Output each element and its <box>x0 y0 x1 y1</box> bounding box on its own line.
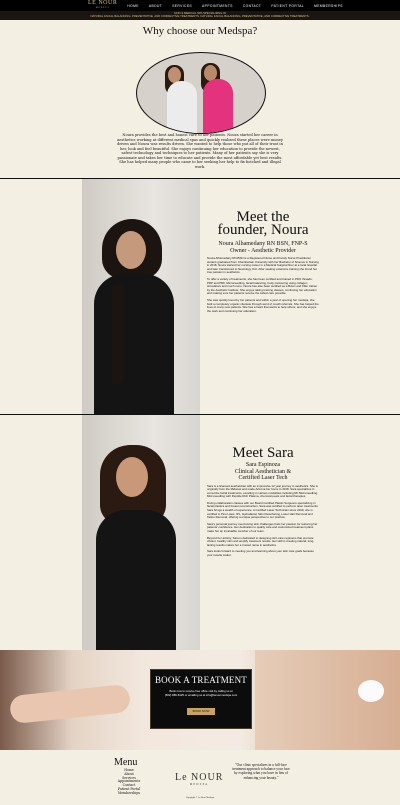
sara-name: Sara Espinoza <box>245 462 281 468</box>
sara-text <box>207 447 319 558</box>
why-paragraph: Noura provides the best and honest care to her patients. Noura started her career in aesthetics working at different medical spas and quickly realized these places were money driven and Noura was results driven. She wanted to help those who put all of their trust in her, look and feel beautiful. She enjoys continuing her education to provide the newest, safest technology and techniques to her patients. Many of her patients say she is very passionate and takes her time to educate and provide the most affordable yet best results. She has helped many people who came to her seeking her help to fix botched and illegal work. <box>117 133 283 169</box>
nav-memberships[interactable]: MEMBERSHIPS <box>314 3 343 8</box>
footer-logo-subtext: MEDSPA <box>189 783 209 786</box>
nav-appointments[interactable]: APPOINTMENTS <box>202 3 233 8</box>
logo-text: LE NOUR <box>88 0 118 6</box>
footer-logo[interactable] <box>175 772 223 786</box>
treatment-line-1: Book now to receive free office visit by calling us at <box>169 689 233 693</box>
treatment-line-2: (602) 886-6425 or emailing us at info@lenourmedspa.com <box>164 692 238 697</box>
nav-services[interactable]: SERVICES <box>172 3 193 8</box>
founders-photo <box>136 52 266 134</box>
banner-line-2: NATURAL FACIAL BALANCING, PREVENTATIVE, AND CORRECTIVE TREATMENTS. NATURAL FACIAL BALANCING, PREVENTATIVE, AND CORRECTIVE TREATMENTS. <box>90 14 310 19</box>
footer-menu-title: Menu <box>114 757 138 768</box>
footer-link-contact[interactable]: Contact <box>122 783 136 788</box>
footer-link-memberships[interactable]: Memberships <box>117 790 140 795</box>
sara-section <box>0 415 400 650</box>
founder-para-2: To offer a variety of treatments, she has been certified and trained in PDO threads, PRP and PRF, Microneedling, facial balancing, body contouring using collagen stimulators and much more. Noura has also been certified as a Botox and Filler trainer by the Aesthetic Institute. She enjoys taking training classes, continuing her education and making sure her patients receive the safest care possible. <box>207 276 318 296</box>
logo-subtext: MEDSPA <box>95 6 110 9</box>
sara-role-2: Certified Laser Tech <box>238 475 288 481</box>
footer-link-patient-portal[interactable]: Patient Portal <box>117 786 141 791</box>
footer-quote: "Our clinic specializes in a full-face treatment approach to balance your face by exploring what you have in lieu of enhancing your beauty." <box>232 763 290 780</box>
nav-menu <box>127 4 343 8</box>
person-pink-blazer <box>203 79 233 133</box>
founder-photo <box>82 179 200 414</box>
sara-title: Meet Sara <box>232 445 294 461</box>
footer-link-about[interactable]: About <box>124 771 134 776</box>
copyright: Copyright © Le Nour Medspa <box>185 797 215 799</box>
footer-link-appointments[interactable]: Appointments <box>117 779 141 784</box>
founder-para-3: She was quickly loved by her patients and within a year of opening her medspa, she built a completely organic clientele through word of mouth referrals. She has helped the lives of many new patients. She has a heart that wants to help others, and she enjoys the work and continuing her education. <box>207 297 319 313</box>
book-now-button[interactable]: BOOK NOW <box>187 708 216 715</box>
founder-section <box>0 179 400 414</box>
founder-title-2: founder, Noura <box>217 222 309 238</box>
footer-logo-text: Le NOUR <box>175 772 224 783</box>
person-white-blazer <box>167 81 197 133</box>
footer-link-services[interactable]: Services <box>122 775 136 780</box>
footer-link-home[interactable]: Home <box>124 768 134 772</box>
treatment-text <box>151 690 251 697</box>
sara-para-1: Sara is a licensed aesthetician with an impressive 12 year journey in aesthetics. She is originally from the Midwest and made Arizona her home in 2018. Sara specializes in corrective facial treatments, excelling in various modalities including RF Microneedling, Microneedling with Peptide Rich Plasma, chemical peels and facial therapies. <box>207 483 318 499</box>
nav-contact[interactable]: CONTACT <box>242 3 262 8</box>
sara-role-1: Clinical Aesthetician & <box>234 468 292 475</box>
founder-para-1: Noura Alhamedany RN-BSN is a Registered Nurse and Family Nurse Practitioner student graduated from Chamberlain University with her Bachelor of Science in Nursing in 2018. Noura started her nursing career in a Medical Surgical floor at a local hospital and later transitioned to Neurology ICU. After seeking extensive training she found her true passion in aesthetics. <box>207 256 319 275</box>
founder-title-1: Meet the <box>236 209 290 225</box>
why-title: Why choose our Medspa? <box>142 25 258 37</box>
sara-para-3: Sara's personal journey overcoming skin challenges fuels her passion for restoring her patients' confidence. Her dedication to quality care and customized treatment plans make her an invaluable member of our team. <box>207 521 318 534</box>
founder-name: Noura Alhamedany RN BSN, FNP-S <box>218 241 308 247</box>
header-logo[interactable] <box>88 1 117 11</box>
promo-banner <box>0 11 400 20</box>
nav-about[interactable]: ABOUT <box>148 3 163 8</box>
sara-para-4: Beyond her artistry, Sara is dedicated to designing skin care regimens that promote vibrant, healthy skin and amplify treatment results. Her skill in creating natural, long-lasting results makes her a trusted name in aesthetics. <box>207 535 315 547</box>
sara-photo <box>82 415 200 650</box>
banner-line-1: SKIN & MEDICAL SPA SPECIALIZING IN <box>174 11 226 15</box>
founder-role: Owner - Aesthetic Provider <box>230 247 296 254</box>
sara-para-5: Sara looks forward to meeting you and learning about your skin care goals because your results matter. <box>207 549 314 557</box>
footer-menu <box>116 769 142 796</box>
nav-home[interactable]: HOME <box>127 3 139 8</box>
founder-text <box>207 211 319 313</box>
sara-para-2: During collaboration classes with our Board Certified Plastic Surgeons specializing in facial plastics and breast reconstruction, Sara was certified to perform laser treatments. Sara brings a wealth of experience. A Certified Laser Technician since 2019, she is certified in Pico Laser, IPL, Hydrafacial, Skin Resurfacing, Laser Hair Removal and Tattoo Removal, offering a unique perspective to our practice. <box>207 500 319 520</box>
treatment-title: BOOK A TREATMENT <box>154 675 248 685</box>
nav-patient-portal[interactable]: PATIENT PORTAL <box>271 3 305 8</box>
book-treatment-card <box>150 669 252 729</box>
top-nav <box>0 0 400 11</box>
